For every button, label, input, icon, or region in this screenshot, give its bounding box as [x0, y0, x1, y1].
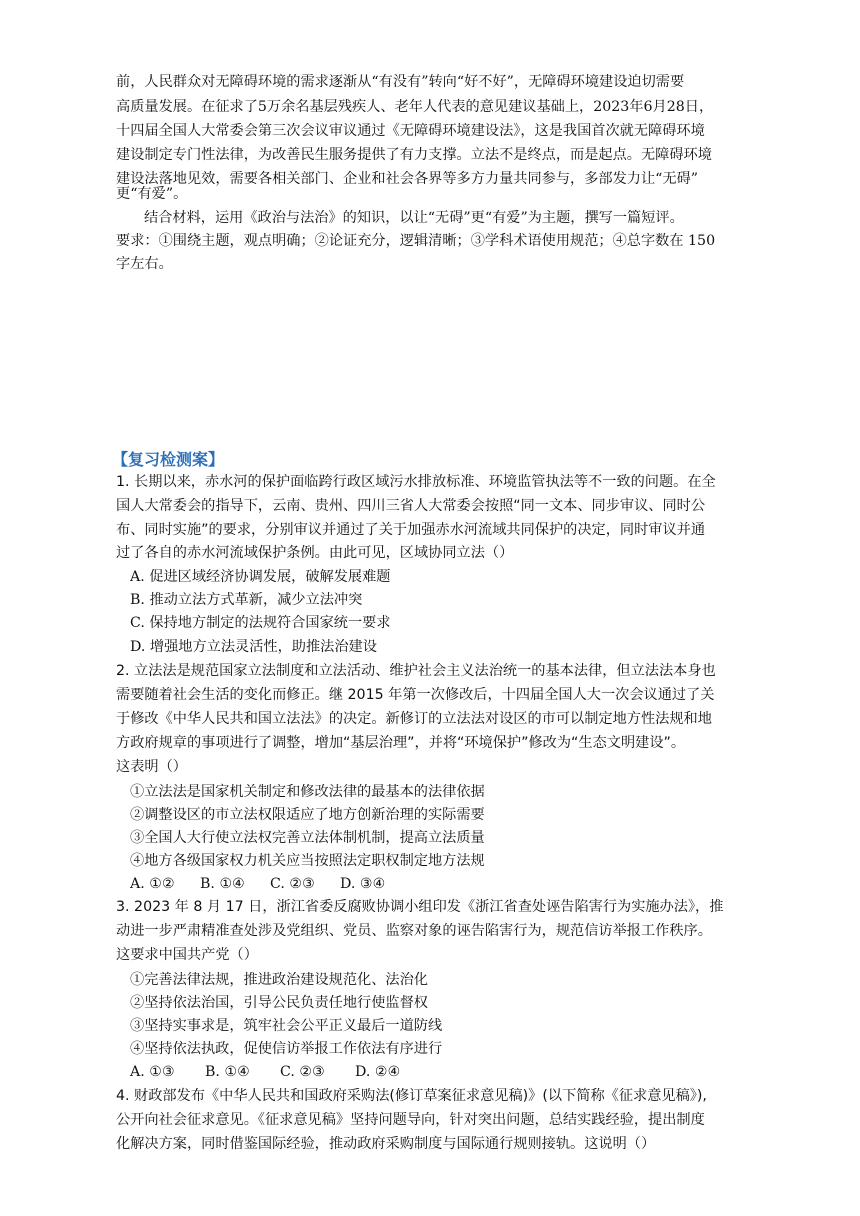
q2-statement-4: ④地方各级国家权力机关应当按照法定职权制定地方法规	[130, 853, 485, 869]
q2-choice-d: D. ③④	[340, 876, 386, 892]
q4-stem-line: 化解决方案，同时借鉴国际经验，推动政府采购制度与国际通行规则接轨。这说明（）	[116, 1136, 656, 1152]
q3-stem-line: 3. 2023 年 8 月 17 日，浙江省委反腐败协调小组印发《浙江省查处诬告陷害行为实施办法》，推	[116, 899, 724, 915]
q1-stem-line: 布、同时实施”的要求，分别审议并通过了关于加强赤水河流域共同保护的决定，同时审议并通	[116, 522, 706, 538]
q3-statement-1: ①完善法律法规，推进政治建设规范化、法治化	[130, 972, 428, 988]
q1-stem-line: 1. 长期以来，赤水河的保护面临跨行政区域污水排放标准、环境监管执法等不一致的问题。在全	[116, 474, 716, 490]
q3-choice-a: A. ①③	[130, 1064, 175, 1080]
q2-choice-b: B. ①④	[200, 876, 245, 892]
q3-stem-line: 这要求中国共产党（）	[116, 947, 258, 963]
intro-line: 建设法落地见效，需要各相关部门、企业和社会各界等多方力量共同参与，多部发力让“无碍”	[116, 171, 699, 187]
q2-statement-3: ③全国人大行使立法权完善立法体制机制，提高立法质量	[130, 830, 485, 846]
q2-stem-line: 于修改《中华人民共和国立法法》的决定。新修订的立法法对设区的市可以制定地方性法规和地	[116, 711, 712, 727]
q3-stem-line: 动进一步严肃精准查处涉及党组织、党员、监察对象的诬告陷害行为，规范信访举报工作秩序。	[116, 923, 712, 939]
q3-statement-4: ④坚持依法执政，促使信访举报工作依法有序进行	[130, 1041, 443, 1057]
q1-option-c: C. 保持地方制定的法规符合国家统一要求	[130, 615, 391, 631]
q2-stem-line: 方政府规章的事项进行了调整，增加“基层治理”，并将“环境保护”修改为“生态文明建设”。	[116, 735, 686, 751]
q2-choice-a: A. ①②	[130, 876, 175, 892]
q3-choice-c: C. ②③	[280, 1064, 325, 1080]
q2-statement-1: ①立法法是国家机关制定和修改法律的最基本的法律依据	[130, 784, 485, 800]
q1-option-b: B. 推动立法方式革新，减少立法冲突	[130, 592, 363, 608]
q1-stem-line: 过了各自的赤水河流域保护条例。由此可见，区域协同立法（）	[116, 545, 514, 561]
task-line: 字左右。	[116, 256, 173, 272]
q2-stem-line: 2. 立法法是规范国家立法制度和立法活动、维护社会主义法治统一的基本法律，但立法法本身也	[116, 663, 716, 679]
task-line: 结合材料，运用《政治与法治》的知识，以让“无碍”更“有爱”为主题，撰写一篇短评。	[144, 210, 684, 226]
q1-stem-line: 国人大常委会的指导下，云南、贵州、四川三省人大常委会按照“同一文本、同步审议、同时公	[116, 498, 706, 514]
intro-line: 高质量发展。在征求了5万余名基层残疾人、老年人代表的意见建议基础上，2023年6月28日，	[116, 99, 714, 115]
q3-statement-2: ②坚持依法治国，引导公民负责任地行使监督权	[130, 995, 428, 1011]
q2-stem-line: 需要随着社会生活的变化而修正。继 2015 年第一次修改后，十四届全国人大一次会议通过了关	[116, 687, 715, 703]
q4-stem-line: 公开向社会征求意见。《征求意见稿》坚持问题导向，针对突出问题，总结实践经验，提出制度	[116, 1112, 705, 1128]
q2-statement-2: ②调整设区的市立法权限适应了地方创新治理的实际需要	[130, 807, 485, 823]
q1-option-a: A. 促进区域经济协调发展，破解发展难题	[130, 569, 391, 585]
intro-line: 更“有爱”。	[116, 186, 188, 202]
q2-choice-c: C. ②③	[270, 876, 315, 892]
intro-line: 十四届全国人大常委会第三次会议审议通过《无障碍环境建设法》，这是我国首次就无障碍环境	[116, 123, 705, 139]
q4-stem-line: 4. 财政部发布《中华人民共和国政府采购法(修订草案征求意见稿)》(以下简称《征求意见稿》),	[116, 1088, 707, 1104]
intro-line: 建设制定专门性法律，为改善民生服务提供了有力支撑。立法不是终点，而是起点。无障碍环境	[116, 147, 712, 163]
task-line: 要求：①围绕主题，观点明确；②论证充分，逻辑清晰；③学科术语使用规范；④总字数在 150	[116, 233, 716, 249]
q3-choice-d: D. ②④	[355, 1064, 401, 1080]
q3-choice-b: B. ①④	[205, 1064, 250, 1080]
section-title: 【复习检测案】	[112, 450, 225, 469]
intro-line: 前，人民群众对无障碍环境的需求逐渐从“有没有”转向“好不好”，无障碍环境建设迫切需要	[116, 74, 685, 90]
q3-statement-3: ③坚持实事求是，筑牢社会公平正义最后一道防线	[130, 1018, 443, 1034]
q2-stem-line: 这表明（）	[116, 759, 187, 775]
q1-option-d: D. 增强地方立法灵活性，助推法治建设	[130, 639, 377, 655]
